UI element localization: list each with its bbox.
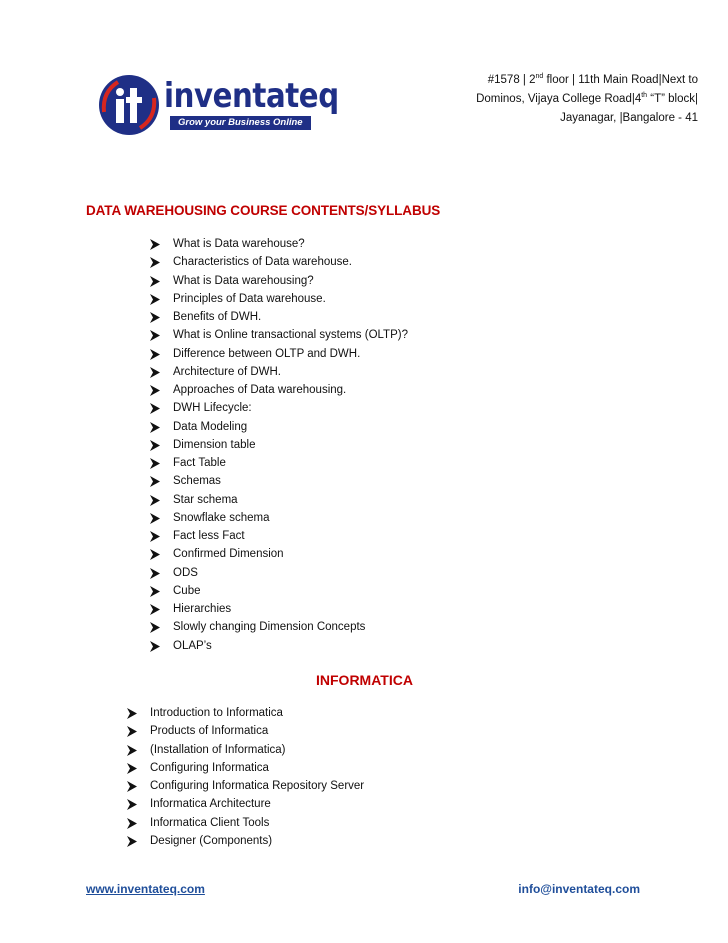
list-item xyxy=(149,381,408,399)
arrow-bullet-icon xyxy=(149,257,161,268)
website-link[interactable]: www.inventateq.com xyxy=(86,882,205,896)
list-item xyxy=(149,436,408,454)
list-item xyxy=(126,722,364,740)
list-item-label: Slowly changing Dimension Concepts xyxy=(173,621,366,634)
dwh-topic-list xyxy=(149,235,408,655)
list-item-label: Products of Informatica xyxy=(150,725,269,738)
list-item xyxy=(126,741,364,759)
address-line-1: #1578 | 2nd floor | 11th Main Road|Next to xyxy=(487,73,698,86)
list-item xyxy=(149,637,408,655)
list-item-label: Configuring Informatica xyxy=(150,761,269,774)
arrow-bullet-icon xyxy=(126,799,138,810)
list-item-label: Dimension table xyxy=(173,438,256,451)
arrow-bullet-icon xyxy=(126,726,138,737)
list-item-label: What is Data warehousing? xyxy=(173,274,314,287)
arrow-bullet-icon xyxy=(149,641,161,652)
arrow-bullet-icon xyxy=(126,745,138,756)
arrow-bullet-icon xyxy=(149,239,161,250)
list-item-label: What is Online transactional systems (OLTP)? xyxy=(173,329,408,342)
list-item-label: Informatica Client Tools xyxy=(150,816,270,829)
list-item-label: Fact Table xyxy=(173,457,226,469)
list-item xyxy=(149,272,408,290)
list-item-label: Architecture of DWH. xyxy=(173,365,281,378)
arrow-bullet-icon xyxy=(149,349,161,360)
logo-tagline: Grow your Business Online xyxy=(170,116,311,130)
list-item xyxy=(149,527,408,545)
list-item xyxy=(149,399,408,417)
list-item xyxy=(149,363,408,381)
arrow-bullet-icon xyxy=(126,763,138,774)
arrow-bullet-icon xyxy=(149,367,161,378)
list-item xyxy=(149,308,408,326)
list-item xyxy=(149,472,408,490)
logo-wordmark: inventateq xyxy=(164,76,339,116)
list-item-label: Difference between OLTP and DWH. xyxy=(173,347,361,360)
list-item-label: Schemas xyxy=(173,475,221,488)
list-item xyxy=(149,418,408,436)
arrow-bullet-icon xyxy=(149,513,161,524)
list-item-label: Characteristics of Data warehouse. xyxy=(173,256,352,269)
dwh-section-title: DATA WAREHOUSING COURSE CONTENTS/SYLLABUS xyxy=(86,203,441,218)
list-item xyxy=(126,704,364,722)
list-item xyxy=(149,564,408,582)
list-item xyxy=(149,491,408,509)
list-item-label: OLAP’s xyxy=(173,639,212,652)
arrow-bullet-icon xyxy=(149,276,161,287)
list-item xyxy=(149,235,408,253)
company-address xyxy=(448,71,698,128)
company-logo xyxy=(96,70,339,142)
list-item xyxy=(126,759,364,777)
list-item-label: Introduction to Informatica xyxy=(150,707,283,719)
list-item-label: Benefits of DWH. xyxy=(173,311,262,323)
arrow-bullet-icon xyxy=(126,836,138,847)
arrow-bullet-icon xyxy=(149,568,161,579)
list-item-label: Hierarchies xyxy=(173,603,232,615)
inventateq-logo-icon xyxy=(96,72,162,138)
list-item-label: Principles of Data warehouse. xyxy=(173,292,326,305)
list-item xyxy=(126,777,364,795)
list-item-label: Confirmed Dimension xyxy=(173,548,284,561)
email-address[interactable]: info@inventateq.com xyxy=(518,882,640,896)
list-item xyxy=(149,345,408,363)
list-item-label: Informatica Architecture xyxy=(150,798,271,811)
arrow-bullet-icon xyxy=(149,622,161,633)
arrow-bullet-icon xyxy=(126,818,138,829)
list-item xyxy=(126,795,364,813)
list-item-label: Star schema xyxy=(173,493,238,506)
address-line-3: Jayanagar, |Bangalore - 41 xyxy=(560,112,698,124)
list-item-label: Data Modeling xyxy=(173,420,248,433)
list-item xyxy=(126,814,364,832)
arrow-bullet-icon xyxy=(149,531,161,542)
arrow-bullet-icon xyxy=(149,440,161,451)
list-item xyxy=(149,253,408,271)
list-item-label: Approaches of Data warehousing. xyxy=(173,384,347,396)
arrow-bullet-icon xyxy=(126,708,138,719)
list-item xyxy=(149,290,408,308)
list-item-label: ODS xyxy=(173,566,198,579)
list-item xyxy=(126,832,364,850)
list-item xyxy=(149,326,408,344)
arrow-bullet-icon xyxy=(149,330,161,341)
arrow-bullet-icon xyxy=(149,422,161,433)
list-item xyxy=(149,454,408,472)
arrow-bullet-icon xyxy=(149,476,161,487)
arrow-bullet-icon xyxy=(149,495,161,506)
arrow-bullet-icon xyxy=(149,604,161,615)
list-item-label: Configuring Informatica Repository Server xyxy=(150,780,365,792)
list-item-label: (Installation of Informatica) xyxy=(150,743,286,756)
list-item xyxy=(149,545,408,563)
list-item-label: Designer (Components) xyxy=(150,834,273,847)
list-item-label: Fact less Fact xyxy=(173,530,245,542)
list-item xyxy=(149,618,408,636)
arrow-bullet-icon xyxy=(149,586,161,597)
list-item-label: What is Data warehouse? xyxy=(173,238,305,250)
list-item-label: DWH Lifecycle: xyxy=(173,402,252,415)
list-item xyxy=(149,600,408,618)
informatica-section-title: INFORMATICA xyxy=(316,672,413,688)
address-line-2: Dominos, Vijaya College Road|4th “T” block| xyxy=(476,92,698,105)
list-item xyxy=(149,582,408,600)
arrow-bullet-icon xyxy=(126,781,138,792)
list-item-label: Cube xyxy=(173,584,201,597)
arrow-bullet-icon xyxy=(149,294,161,305)
arrow-bullet-icon xyxy=(149,312,161,323)
list-item xyxy=(149,509,408,527)
informatica-topic-list xyxy=(126,704,364,850)
arrow-bullet-icon xyxy=(149,385,161,396)
arrow-bullet-icon xyxy=(149,549,161,560)
list-item-label: Snowflake schema xyxy=(173,511,270,524)
arrow-bullet-icon xyxy=(149,403,161,414)
arrow-bullet-icon xyxy=(149,458,161,469)
